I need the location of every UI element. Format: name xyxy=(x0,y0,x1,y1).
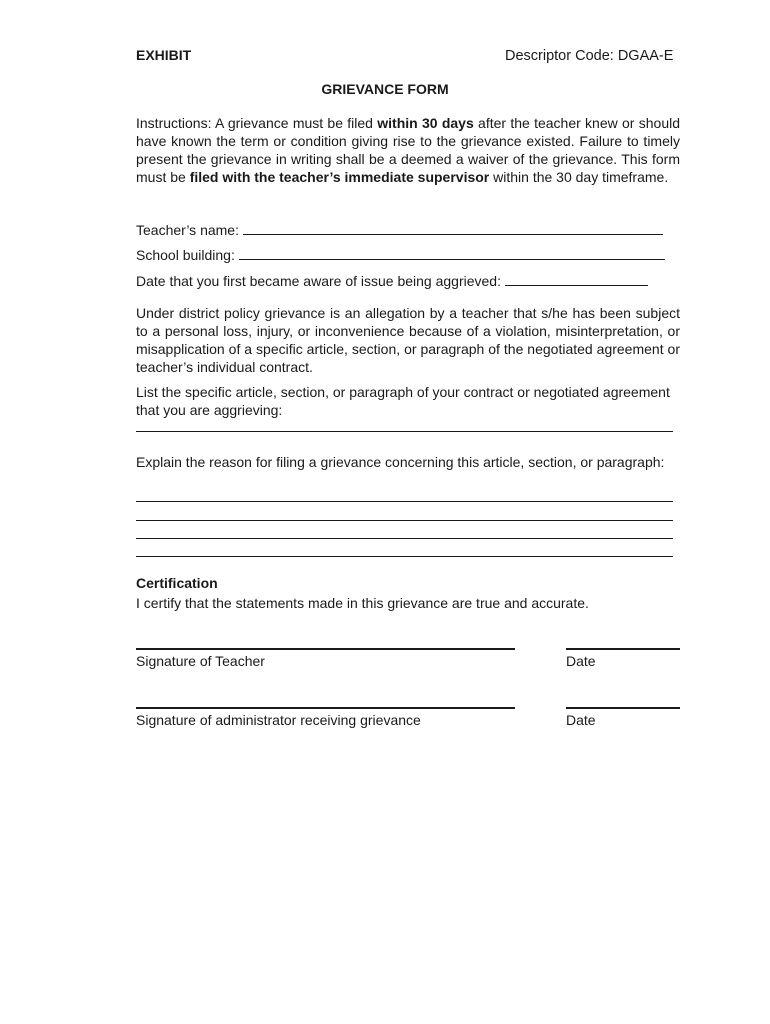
teacher-name-label: Teacher’s name: xyxy=(136,222,239,238)
grievance-definition: Under district policy grievance is an allegation by a teacher that s/he has been subject to a personal loss, injury, or inconvenience because of a violation, misinterpretation, or misapplication of a specific article, section, or paragraph of the negotiated agreement or teacher’s individual contract. xyxy=(136,305,680,375)
teacher-name-input-line[interactable] xyxy=(243,220,663,235)
instructions-paragraph xyxy=(136,114,680,186)
date-aware-label: Date that you first became aware of issue being aggrieved: xyxy=(136,273,501,289)
certification-text: I certify that the statements made in this grievance are true and accurate. xyxy=(136,595,589,611)
instructions-text-1: Instructions: A grievance must be filed xyxy=(136,115,378,131)
date-aware-input-line[interactable] xyxy=(505,271,648,286)
instructions-text-2: after the teacher knew or should have known the term or condition giving rise to the grievance existed. Failure to timely present the grievance in writing shall be a deemed a waiver of the grievance. This form must be xyxy=(136,115,680,185)
admin-date-line[interactable] xyxy=(566,707,680,709)
teacher-date-line[interactable] xyxy=(566,648,680,650)
list-article-answer-line[interactable] xyxy=(136,431,673,432)
admin-signature-line[interactable] xyxy=(136,707,515,709)
explain-answer-line-1[interactable] xyxy=(136,501,673,502)
explain-answer-line-4[interactable] xyxy=(136,556,673,557)
descriptor-code: Descriptor Code: DGAA-E xyxy=(505,48,674,64)
teacher-date-label: Date xyxy=(566,653,596,669)
certification-heading: Certification xyxy=(136,575,218,591)
school-building-label: School building: xyxy=(136,247,235,263)
instructions-bold-2: filed with the teacher’s immediate supervisor xyxy=(189,169,490,185)
school-building-field xyxy=(136,245,665,264)
explain-answer-line-3[interactable] xyxy=(136,538,673,539)
teacher-signature-label: Signature of Teacher xyxy=(136,653,265,669)
instructions-text-3: within the 30 day timeframe. xyxy=(489,169,669,185)
school-building-input-line[interactable] xyxy=(239,245,665,260)
explain-answer-line-2[interactable] xyxy=(136,520,673,521)
instructions-bold-1: within 30 days xyxy=(377,115,474,131)
explain-reason-prompt: Explain the reason for filing a grievance concerning this article, section, or paragraph: xyxy=(136,454,665,470)
list-article-prompt: List the specific article, section, or paragraph of your contract or negotiated agreement that you are aggrieving: xyxy=(136,384,670,418)
form-title: GRIEVANCE FORM xyxy=(321,81,449,97)
exhibit-label: EXHIBIT xyxy=(136,47,192,63)
date-aware-field xyxy=(136,271,648,290)
admin-date-label: Date xyxy=(566,712,596,728)
teacher-name-field xyxy=(136,220,663,239)
admin-signature-label: Signature of administrator receiving grievance xyxy=(136,712,421,728)
teacher-signature-line[interactable] xyxy=(136,648,515,650)
